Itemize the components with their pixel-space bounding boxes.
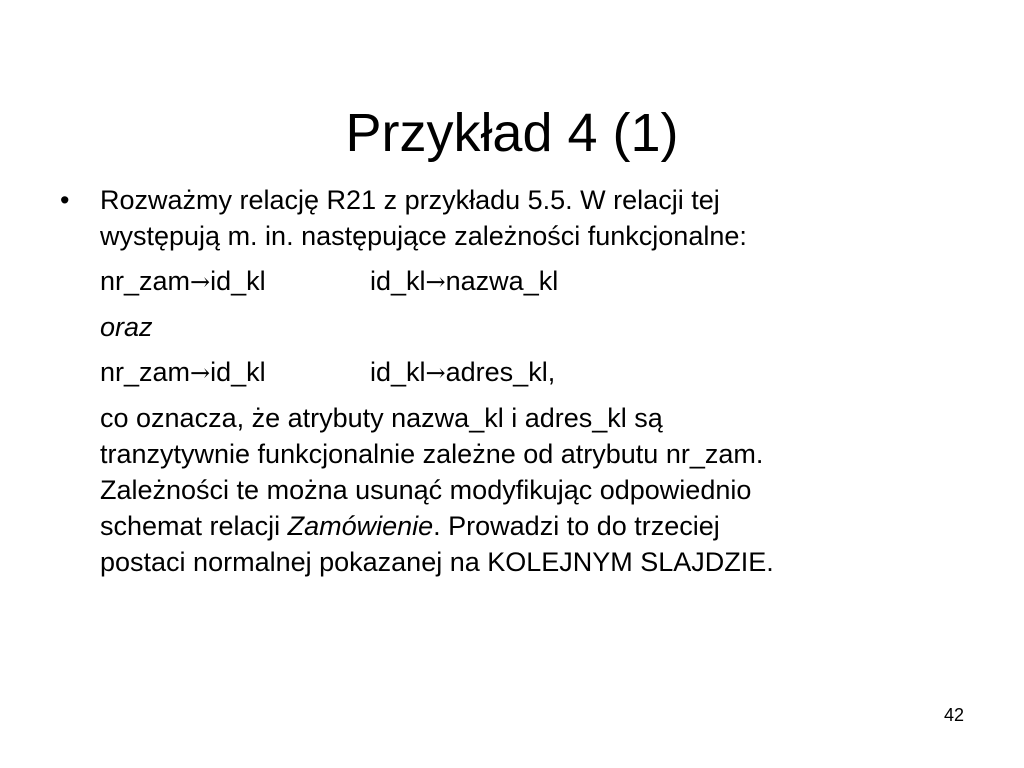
explanation-paragraph (100, 400, 980, 580)
paragraph-line-1: co oznacza, że atrybuty nazwa_kl i adres_kl są (100, 403, 663, 433)
relation-name: Zamówienie (287, 511, 434, 541)
dependency-2-right: id_kl→adres_kl, (370, 357, 556, 387)
intro-line-2: występują m. in. następujące zależności funkcjonalne: (100, 221, 747, 251)
dependency-1-right: id_kl→nazwa_kl (370, 266, 559, 296)
arrow-icon: → (190, 359, 211, 387)
bullet-item (60, 182, 980, 580)
paragraph-line-4: schemat relacji Zamówienie. Prowadzi to do trzeciej (100, 511, 720, 541)
arrow-icon: → (190, 268, 211, 296)
oraz-word: oraz (100, 312, 153, 342)
paragraph-line-3: Zależności te można usunąć modyfikując odpowiednio (100, 475, 752, 505)
slide-title: Przykład 4 (1) (345, 103, 679, 164)
arrow-icon: → (425, 359, 446, 387)
slide-body (60, 182, 980, 580)
dependency-1-left: nr_zam→id_kl (100, 266, 266, 296)
paragraph-line-5: postaci normalnej pokazanej na KOLEJNYM SLAJDZIE. (100, 547, 774, 577)
paragraph-line-2: tranzytywnie funkcjonalnie zależne od atrybutu nr_zam. (100, 439, 764, 469)
arrow-icon: → (425, 268, 446, 296)
dependency-2-left: nr_zam→id_kl (100, 357, 266, 387)
bullet-icon: • (60, 185, 70, 215)
page-number: 42 (943, 705, 964, 725)
intro-line-1: Rozważmy relację R21 z przykładu 5.5. W relacji tej (100, 185, 720, 215)
dependency-row-1 (100, 263, 980, 300)
dependency-row-2 (100, 354, 980, 391)
